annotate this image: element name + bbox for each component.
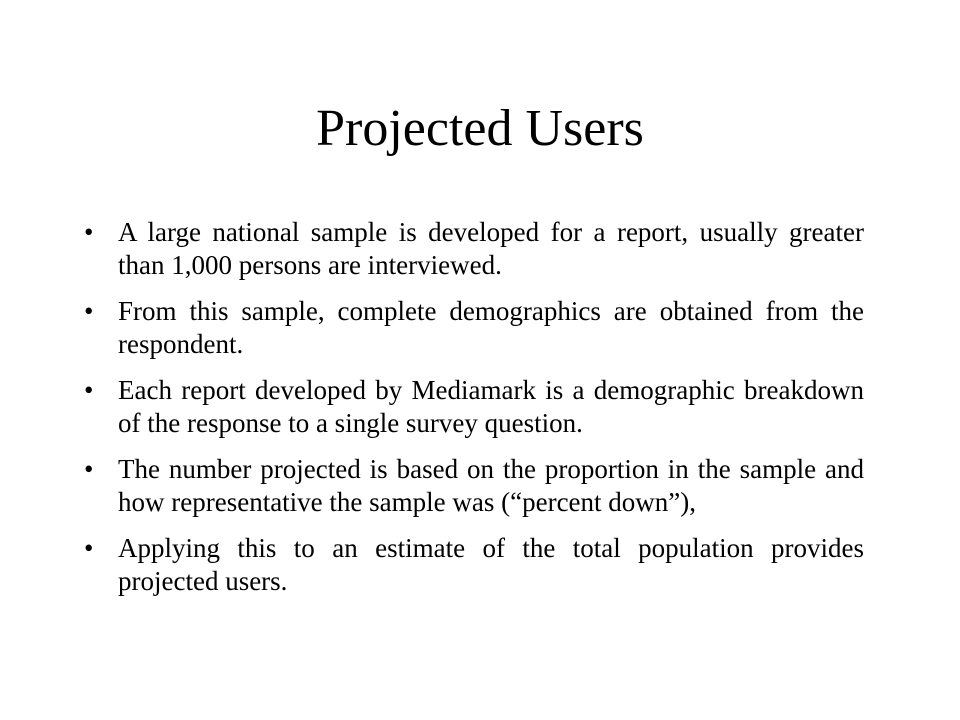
bullet-item (84, 216, 864, 282)
slide-title: Projected Users (316, 100, 644, 157)
bullet-icon: • (84, 454, 94, 484)
bullet-text: The number projected is based on the proportion in the sample and how representative the sample was (“percent down”), (118, 454, 864, 517)
bullet-icon: • (84, 296, 94, 326)
bullet-text: Applying this to an estimate of the total population provides projected users. (118, 533, 864, 596)
bullet-list (84, 216, 864, 611)
bullet-item (84, 295, 864, 361)
bullet-text: From this sample, complete demographics are obtained from the respondent. (118, 296, 864, 359)
bullet-item (84, 453, 864, 519)
bullet-icon: • (84, 375, 94, 405)
bullet-icon: • (84, 217, 94, 247)
bullet-text: A large national sample is developed for a report, usually greater than 1,000 persons are interviewed. (118, 217, 864, 280)
bullet-item (84, 532, 864, 598)
bullet-item (84, 374, 864, 440)
bullet-icon: • (84, 533, 94, 563)
bullet-text: Each report developed by Mediamark is a demographic breakdown of the response to a single survey question. (118, 375, 864, 438)
